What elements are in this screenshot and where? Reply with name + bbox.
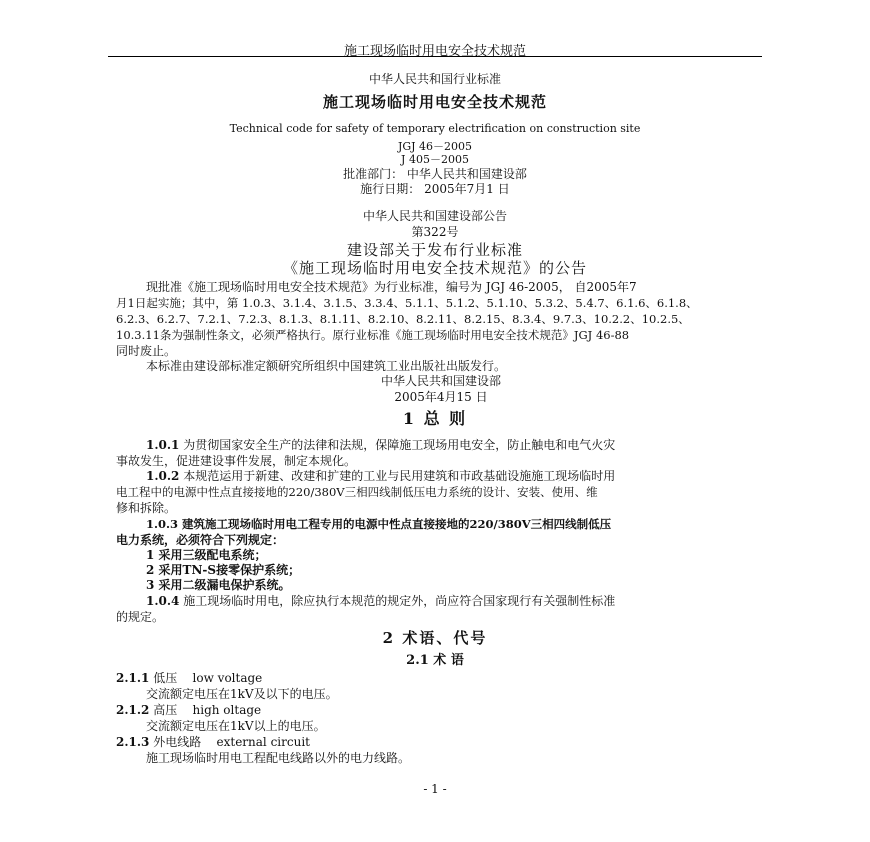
term-2-1-2 [116,702,756,718]
clause-item: 1 采用三级配电系统； [146,548,267,562]
term-cn: 低压 [153,671,178,685]
term-number: 2.1.1 [116,671,150,685]
notice-para-line: 现批准《施工现场临时用电安全技术规范》为行业标准，编号为 JGJ 46-2005， 自2005年7 [146,280,637,294]
clause-number: 1.0.2 [146,469,180,483]
term-number: 2.1.3 [116,735,150,749]
notice-heading-1: 建设部关于发布行业标准 [346,241,523,259]
notice-heading-2: 《施工现场临时用电安全技术规范》的公告 [282,259,587,277]
english-title: Technical code for safety of temporary electrification on construction site [229,122,641,135]
term-cn: 外电线路 [153,735,202,749]
approver: 批准部门： 中华人民共和国建设部 [343,167,527,181]
term-definition: 交流额定电压在1kV及以下的电压。 [146,687,338,701]
code-jgj: JGJ 46－2005 [397,140,473,153]
section-2-1-heading: 2.1 术 语 [406,653,464,668]
clause-text-line: 电力系统，必须符合下列规定： [116,533,285,547]
clause-item: 2 采用TN-S接零保护系统； [146,563,301,577]
chapter-1-heading: 1 总 则 [402,409,468,428]
notice-para-line: 同时废止。 [116,344,177,358]
clause-text-line: 的规定。 [116,610,165,624]
notice-para-line: 10.3.11条为强制性条文，必须严格执行。原行业标准《施工现场临时用电安全技术规范》JGJ 46-88 [116,328,630,342]
term-definition: 施工现场临时用电工程配电线路以外的电力线路。 [146,751,411,765]
notice-sign-org: 中华人民共和国建设部 [380,374,501,388]
term-2-1-1 [116,670,756,686]
running-header: 施工现场临时用电安全技术规范 [343,44,526,59]
clause-text: 本规范运用于新建、改建和扩建的工业与民用建筑和市政基础设施施工现场临时用 [183,469,616,483]
notice-sign-date: 2005年4月15 日 [394,390,488,404]
term-en: external circuit [216,735,310,749]
notice-issuer: 中华人民共和国建设部公告 [362,209,507,223]
term-2-1-3 [116,734,756,750]
clause-text-line: 电工程中的电源中性点直接接地的220/380V三相四线制低压电力系统的设计、安装、使用、维 [116,485,598,499]
code-j: J 405－2005 [401,153,469,166]
clause-1-0-3 [146,516,756,532]
term-definition: 交流额定电压在1kV以上的电压。 [146,719,326,733]
term-en: low voltage [192,671,263,685]
clause-item: 3 采用二级漏电保护系统。 [146,578,291,592]
clause-number: 1.0.1 [146,438,180,452]
clause-1-0-4 [146,593,756,609]
notice-para-2: 本标准由建设部标准定额研究所组织中国建筑工业出版社出版发行。 [146,359,507,373]
clause-number: 1.0.3 [146,517,179,531]
clause-number: 1.0.4 [146,594,180,608]
notice-para-line: 月1日起实施；其中，第 1.0.3、3.1.4、3.1.5、3.3.4、5.1.1、5.1.2、5.1.10、5.3.2、5.4.7、6.1.6、6.1.8、 [116,296,698,310]
term-en: high oltage [192,703,262,717]
chapter-2-heading: 2 术语、代号 [382,629,488,647]
clause-text: 为贯彻国家安全生产的法律和法规，保障施工现场用电安全，防止触电和电气火灾 [183,438,616,452]
clause-1-0-2 [146,468,756,484]
page-number: - 1 - [423,782,447,796]
header-rule [108,56,762,57]
term-number: 2.1.2 [116,703,150,717]
clause-text-line: 修和拆除。 [116,501,177,515]
clause-1-0-1 [146,437,756,453]
clause-text-line: 事故发生，促进建设事件发展，制定本规化。 [116,454,357,468]
clause-text: 建筑施工现场临时用电工程专用的电源中性点直接接地的220/380V三相四线制低压 [182,517,612,531]
standard-type: 中华人民共和国行业标准 [368,72,501,86]
effective-date: 施行日期： 2005年7月1 日 [360,182,510,196]
term-cn: 高压 [153,703,178,717]
document-title: 施工现场临时用电安全技术规范 [322,93,547,111]
notice-para-line: 6.2.3、6.2.7、7.2.1、7.2.3、8.1.3、8.1.11、8.2.10、8.2.11、8.2.15、8.3.4、9.7.3、10.2.2、10.2.5、 [116,312,690,326]
notice-number: 第322号 [411,225,459,239]
clause-text: 施工现场临时用电，除应执行本规范的规定外，尚应符合国家现行有关强制性标准 [183,594,616,608]
